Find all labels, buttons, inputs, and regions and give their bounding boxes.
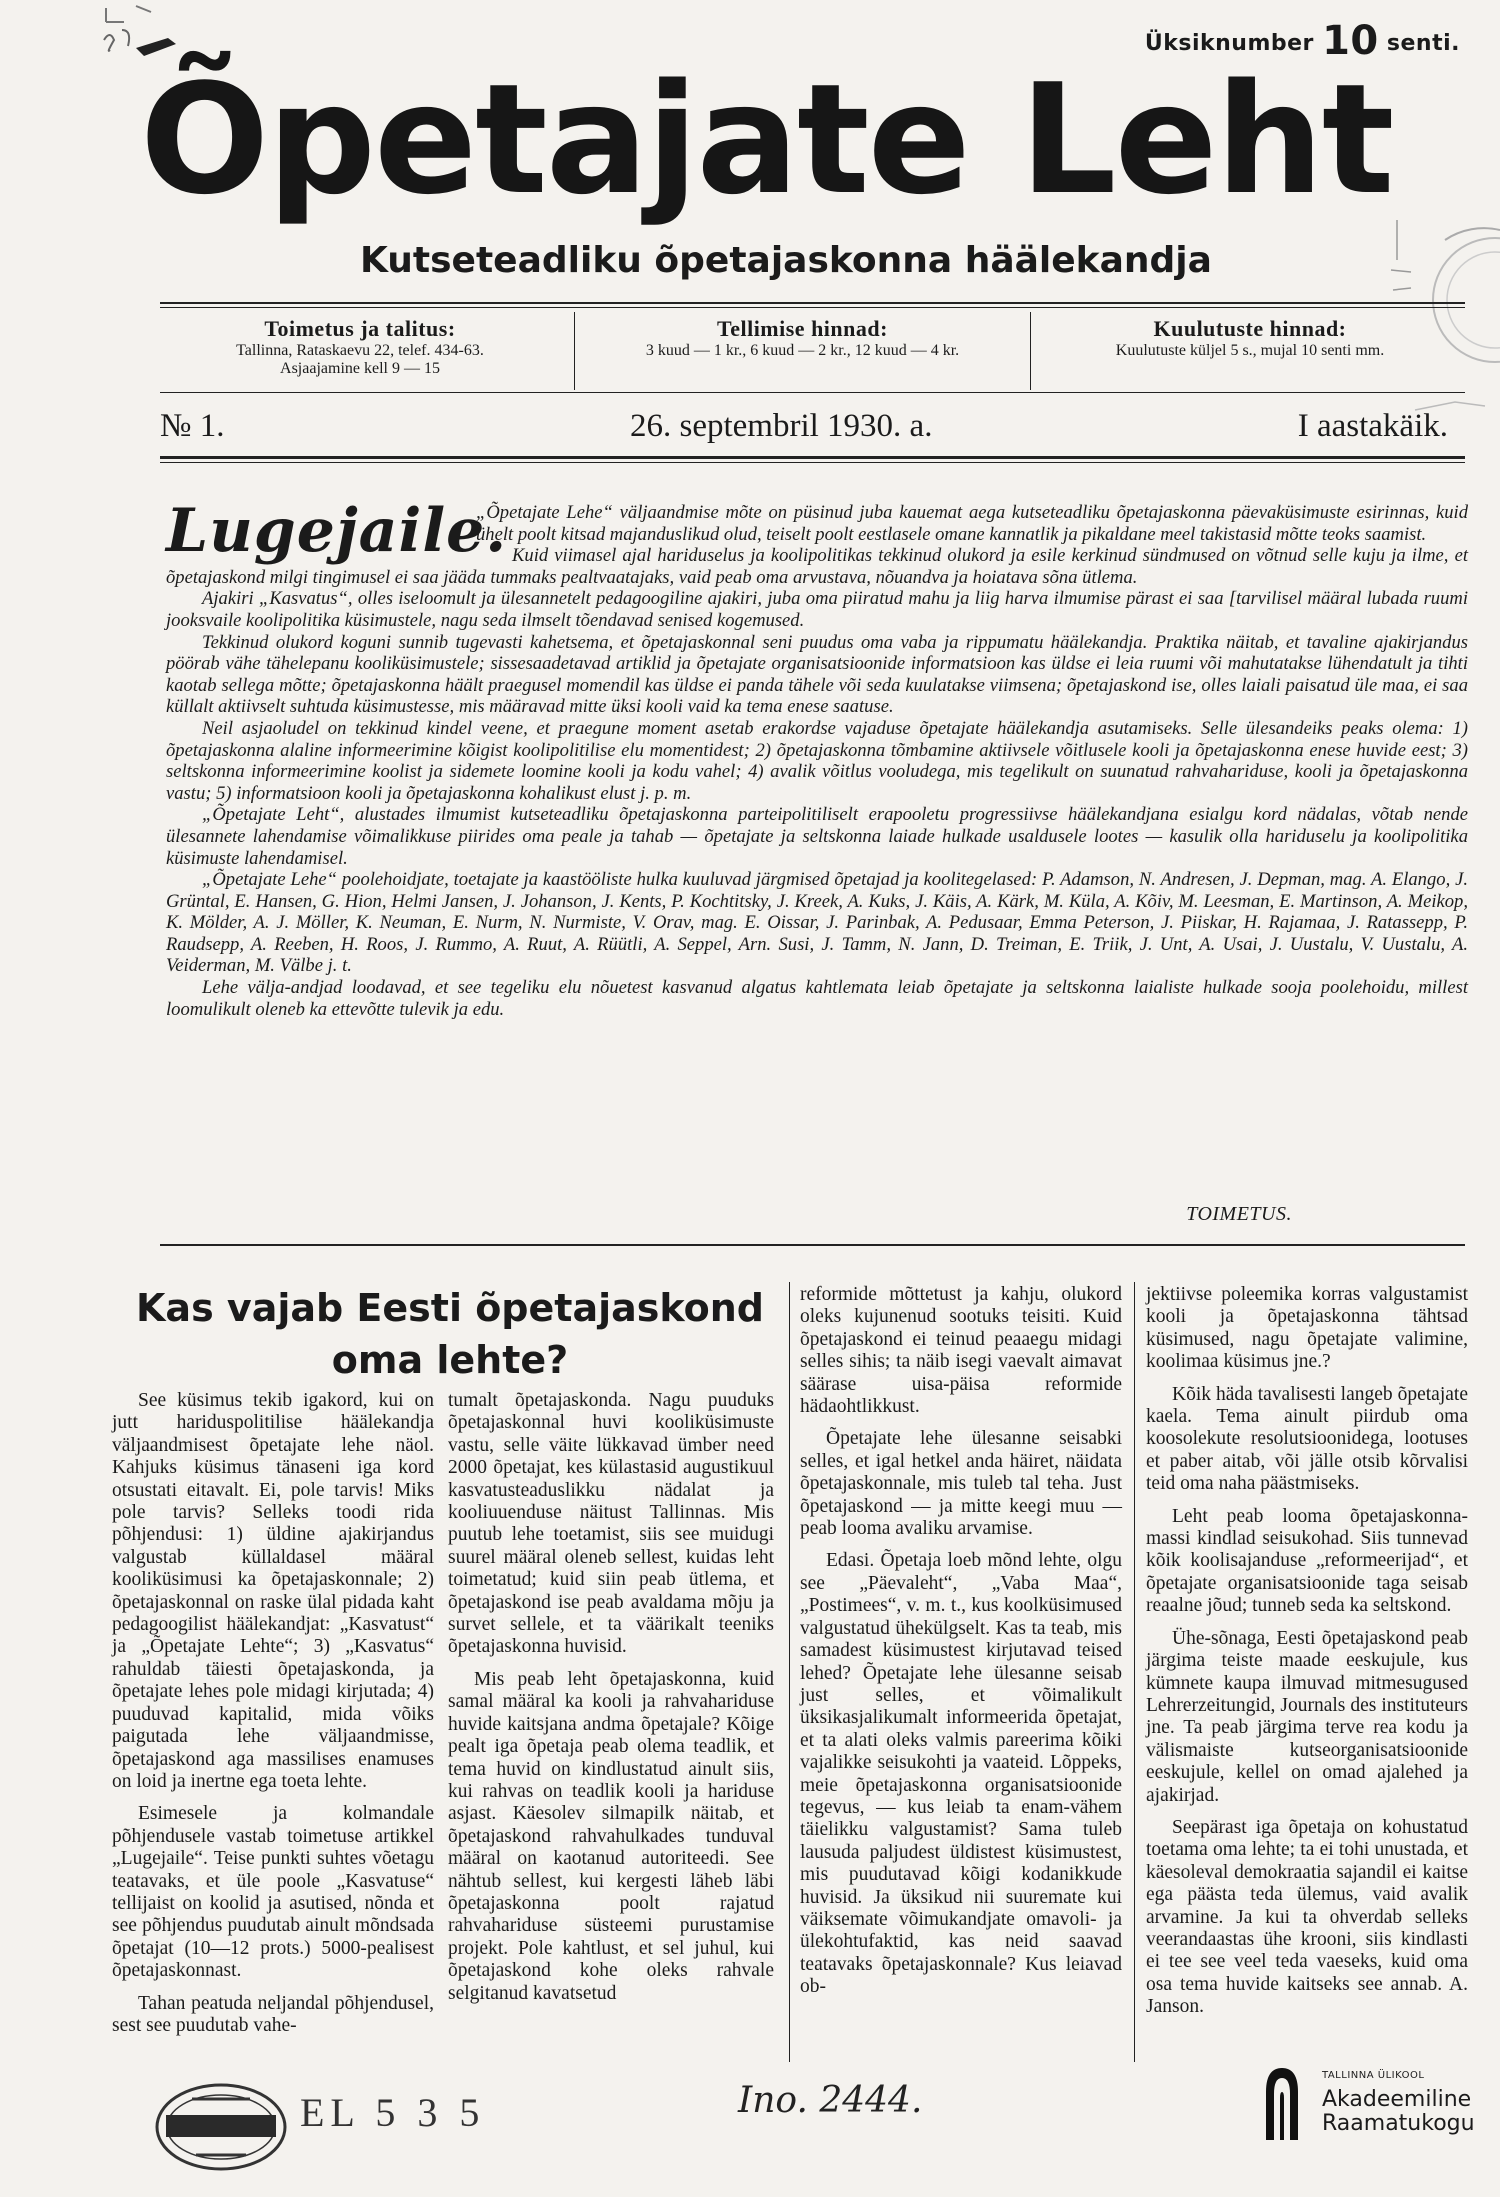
- inventory-number: Ino. 2444.: [738, 2080, 923, 2121]
- header-rule-top: [160, 302, 1465, 304]
- issue-number: № 1.: [160, 408, 225, 444]
- article-author: A. Janson.: [1146, 1973, 1468, 2018]
- article-paragraph: Edasi. Õpetaja loeb mõnd lehte, olgu see „Päevaleht“, „Vaba Maa“, „Postimees“, v. m. t., kus koolküsimused valgustatud ühekülgselt. Kas ta teab, mis samadest küsimustest kirjutavad teised lehed? Õpetajate lehe ülesanne seisab just selles, et võimalikult üksikasjalikumalt informeerida õpetajat, et ta alati oleks valmis pareerima kõiki vajalikke seisukohti ja vaateid. Lõppeks, meie õpetajaskonna organisatsioonide tegevus, — kus leiab ta enam-vähem täielikku valgustamist? Sama tuleb lausuda paljudest üldistest küsimustest, mis puudutavad kõigi kodanikkude huvisid. Ja üksikud nii suuremate kui väiksemate võimukandjate omavoli- ja ülekohtufaktid, kas neid saavad teatavaks õpetajaskonnale? Kus leiavad ob-: [800, 1550, 1122, 1998]
- library-name-line1: Akadeemiline: [1322, 2087, 1472, 2112]
- editorial-paragraph: „Õpetajate Leht“, alustades ilmumist kutseteadliku õpetajaskonna parteipolitiliselt erapooletu progressiivse häälekandjana esialgu kord nädalas, võtab nende ülesannete lahendamise võimalikkuse piirides oma peale ja tahab — õpetajate ja seltskonna laiade hulkade usaldusele lootes — kasulik olla hariduselu ja koolipolitika küsimuste lahendamisel.: [166, 804, 1468, 869]
- editorial-paragraph: Ajakiri „Kasvatus“, olles iseloomult ja ülesannetelt pedagoogiline ajakiri, juba oma piiratud mahu ja liig harva ilmumise pärast ei saa [tarvilisel määral lubada ruumi jooksvaile koolipolitika küsimustele, nagu seda ilmselt tõendavad senised kogemused.: [166, 588, 1468, 631]
- article-paragraph: Ühe-sõnaga, Eesti õpetajaskond peab järgima teiste maade eeskujule, kus kümnete kaupa ilmuvad mitmesugused Lehrerzeitungid, Journals des instituteurs jne. Ta peab järgima terve rea kodu ja välismaiste kutseorganisatsioonide eeskujule, kellel on omad ajalehed ja ajakirjad.: [1146, 1627, 1468, 1806]
- article-paragraph: jektiivse poleemika korras valgustamist kooli ja õpetajaskonna tähtsad küsimused, nagu õpetajate valimine, koolimaa küsimus jne.?: [1146, 1284, 1468, 1373]
- ads-info: [1036, 316, 1464, 360]
- article-column-4: [1146, 1284, 1468, 2029]
- article-paragraph: Kõik häda tavalisesti langeb õpetajate kaela. Tema ainult piirdub oma koosolekute resolutsioonidega, lootuses et paber aitab, või jälle otsib kõrvalisi teid oma naha päästmiseks.: [1146, 1383, 1468, 1495]
- subscription-info: [580, 316, 1025, 360]
- library-name-line2: Raamatukogu: [1322, 2111, 1475, 2136]
- article-paragraph: Tahan peatuda neljandal põhjendusel, sest see puudutab vahe-: [112, 1992, 434, 2036]
- editorial-body: [166, 502, 1468, 1020]
- ads-title: Kuulutuste hinnad:: [1153, 316, 1347, 341]
- info-divider-1: [574, 312, 575, 390]
- article-column-3: [800, 1284, 1122, 2009]
- library-name: [1322, 2088, 1475, 2136]
- subscription-title: Tellimise hinnad:: [717, 316, 888, 341]
- issue-rule: [160, 456, 1465, 459]
- article-paragraph: Esimesele ja kolmandale põhjendusele vastab toimetuse artikkel „Lugejaile“. Teise punkti suhtes võetagu teatavaks, et üle poole „Kasvatuse“ tellijaist on koolid ja asutised, nõnda et see põhjendus puudutab ainult mõndsada õpetajat (10—12 prots.) 5000-pealisest õpetajaskonnast.: [112, 1803, 434, 1982]
- article-paragraph: Leht peab looma õpetajaskonna-massi kindlad seisukohad. Siis tunnevad kõik koolisajanduse „reformeerijad“, et õpetajate organisatsioonide taga seisab reaalne jõud; tunneb seda ka seltskond.: [1146, 1505, 1468, 1617]
- article-paragraph: tumalt õpetajaskonda. Nagu puuduks õpetajaskonnal huvi kooliküsimuste vastu, selle väite lükkavad ümber need 2000 õpetajat, kes külastasid augustikuul kasvatusteaduslikku nädalat ja kooliuuenduse näitust Tallinnas. Mis puutub lehe toetamist, siis see muidugi suurel määral oleneb sellest, kuidas leht toimetatud; kuid siin peab ütlema, et õpetajaskond ise peab avaldama mõju ja survet sellele, et ta väärikalt teeniks õpetajaskonna huvisid.: [448, 1390, 774, 1658]
- office-title: Toimetus ja talitus:: [264, 316, 456, 341]
- price-number: 10: [1322, 18, 1379, 64]
- column-divider: [1134, 1282, 1135, 2062]
- editorial-heading: Lugejaile.: [166, 496, 508, 566]
- article-paragraph: reformide mõttetust ja kahju, olukord oleks kujunenud sootuks teisiti. Kuid õpetajaskond ei teinud peaaegu midagi selles sihis; ta näib isegi vaevalt aimavat säärase uisa-päisa reformide hädaohtlikkust.: [800, 1284, 1122, 1418]
- editorial-paragraph: Kuid viimasel ajal hariduselus ja koolipolitikas tekkinud olukord ja esile kerkinud sündmused on võtnud selle kuju ja ilme, et õpetajaskond milgi tingimusel ei saa jääda tummaks pealtvaatajaks, vaid peab oma arvustava, nõuandva ja hoiatava sõna ütlema.: [166, 545, 1468, 588]
- column-divider: [789, 1282, 790, 2062]
- library-logo-icon: [1262, 2062, 1302, 2142]
- info-divider-2: [1030, 312, 1031, 390]
- issue-rule-thin: [160, 462, 1465, 463]
- editorial-paragraph: Neil asjaoludel on tekkinud kindel veene, et praegune moment asetab erakordse vajaduse õpetajate häälekandja asutamiseks. Selle ülesandeiks peaks olema: 1) õpetajaskonna alaline informeerimine kõigist koolipolitilise elu momentidest; 2) õpetajaskonna tõmbamine aktiivsele võitlusele kooli ja õpetajaskonna enese huvide eest; 3) seltskonna informeerimine koolist ja sidemete loomine kooli ja kodu vahel; 4) avalik võitlus vooludega, mis tegelikult on suunatud rahvahariduse, kooli ja õpetajaskonna vastu; 5) informatsioon kooli ja õpetajaskonna kohalikust elust j. p. m.: [166, 717, 1468, 804]
- office-hours: Asjaajamine kell 9 — 15: [280, 360, 440, 377]
- newspaper-subtitle: Kutseteadliku õpetajaskonna häälekandja: [360, 240, 1212, 281]
- library-seal-stamp: [152, 2079, 290, 2175]
- article-title-line2: oma lehte?: [331, 1338, 569, 1382]
- editorial-bottom-rule: [160, 1244, 1465, 1246]
- ads-prices: Kuulutuste küljel 5 s., mujal 10 senti mm.: [1115, 342, 1385, 359]
- office-address: Tallinna, Rataskaevu 22, telef. 434-63.: [236, 342, 484, 359]
- article-paragraph: [1146, 1817, 1468, 2019]
- article-paragraph: See küsimus tekib igakord, kui on jutt hariduspolitilise häälekandja väljaandmisest õpetajate lehe näol. Kahjuks küsimus tänaseni iga kord otsustati eitavalt. Ei, pole tarvis! Miks pole tarvis? Selleks toodi rida põhjendusi: 1) üldine ajakirjandus valgustab küllaldasel määral kooliküsimusi ka õpetajaskonnale; 2) õpetajaskonnal on raske ülal pidada kaht pedagoogilist häälekandjat: „Kasvatust“ ja „Õpetajate Lehte“; 3) „Kasvatus“ rahuldab täiesti õpetajaskonda, ja õpetajate lehes pole midagi kirjutada; 4) puuduvad kapitalid, mida võiks paigutada lehe väljaandmisse, õpetajaskond aga massilises enamuses on loid ja inertne ega toeta lehte.: [112, 1390, 434, 1792]
- article-paragraph-text: Seepärast iga õpetaja on kohustatud toetama oma lehte; ta ei tohi unustada, et käesoleval demokraatia sajandil ei kaitse ega päästa teda ülemus, vaid avalik arvamine. Ja kui ta ohverdab selleks veerandaastas ühe krooni, siis kindlasti ei tee see veel teda vaeseks, kuid oma osa tema huvide kaitseks see annab.: [1146, 1816, 1468, 1995]
- office-info: [160, 316, 560, 378]
- shelf-mark: EL 5 3 5: [300, 2090, 486, 2135]
- editorial-signature: TOIMETUS.: [1186, 1203, 1292, 1225]
- article-title: [130, 1282, 770, 1386]
- info-rule-bottom: [160, 392, 1465, 393]
- subscription-prices: 3 kuud — 1 kr., 6 kuud — 2 kr., 12 kuud — 4 kr.: [645, 342, 960, 359]
- editorial-paragraph: Lehe välja-andjad loodavad, et see tegeliku elu nõuetest kasvanud algatus kahtlemata leiab õpetajate ja seltskonna laialiste hulkade sooja poolehoidu, millest loomulikult oleneb ka ettevõtte tulevik ja edu.: [166, 977, 1468, 1020]
- header-rule-top-thin: [160, 307, 1465, 308]
- editorial-paragraph: „Õpetajate Lehe“ väljaandmise mõte on püsinud juba kauemat aega kutseteadliku õpetajaskonna päevaküsimuste esirinnas, kuid ühelt poolt kitsad majanduslikud olud, teiselt poolt eestlasele omane kannatlik ja pikaldane meel takistasid mõtte teoks saamist.: [476, 502, 1468, 545]
- issue-date: 26. septembril 1930. a.: [630, 408, 933, 444]
- article-paragraph: Õpetajate lehe ülesanne seisabki selles, et igal hetkel anda häiret, näidata õpetajaskonnale, mis tuleb tal teha. Just õpetajaskond — ja mitte keegi muu — peab looma avaliku arvamise.: [800, 1428, 1122, 1540]
- article-title-line1: Kas vajab Eesti õpetajaskond: [135, 1286, 764, 1330]
- editorial-paragraph: „Õpetajate Lehe“ poolehoidjate, toetajate ja kaastööliste hulka kuuluvad järgmised õpetajad ja koolitegelased: P. Adamson, N. Andresen, J. Depman, mag. A. Elango, J. Grüntal, E. Hansen, G. Hion, Helmi Jansen, J. Johanson, J. Kents, P. Kochtitsky, J. Kreek, A. Kuks, J. Käis, A. Kärk, M. Küla, A. Kõiv, M. Leesman, E. Martinson, A. Meikop, K. Mölder, A. J. Möller, K. Neuman, E. Nurm, N. Nurmiste, V. Orav, mag. E. Oissar, J. Parinbak, A. Pedusaar, Emma Peterson, J. Piiskar, H. Rajamaa, J. Ratassepp, P. Raudsepp, A. Reeben, H. Roos, J. Rummo, A. Ruut, A. Rüütli, A. Seppel, Arn. Susi, J. Tamm, N. Jann, D. Treiman, E. Triik, J. Unt, A. Usai, J. Uustalu, V. Uustalu, A. Veiderman, M. Välbe j. t.: [166, 869, 1468, 977]
- price-suffix: senti.: [1386, 31, 1460, 56]
- article-paragraph: Mis peab leht õpetajaskonna, kuid samal määral ka kooli ja rahvahariduse huvide kaitsjana andma õpetajale? Kõige pealt iga õpetaja peab olema teadlik, et tema huvid on kindlustatud ainult siis, kui rahvas on teadlik kooli ja hariduse asjast. Käesolev silmapilk näitab, et õpetajaskond rahvahulkades tunduval määral on kaotanud autoriteedi. See nähtub sellest, kui kergesti läheb läbi õpetajaskonna poolt rajatud rahvahariduse süsteemi purustamise projekt. Pole kahtlust, et sel juhul, kui õpetajaskond kohe oleks rahvale selgitanud kavatsetud: [448, 1668, 774, 2004]
- issue-volume: I aastakäik.: [1297, 408, 1448, 444]
- article-column-1: [112, 1390, 434, 2047]
- library-university: TALLINNA ÜLIKOOL: [1322, 2070, 1425, 2081]
- price-prefix: Üksiknumber: [1144, 31, 1314, 56]
- issue-line: [160, 408, 1460, 448]
- newspaper-title: Õpetajate Leht: [140, 51, 1393, 228]
- article-column-2: [448, 1390, 774, 2015]
- editorial-paragraph: Tekkinud olukord koguni sunnib tugevasti kahetsema, et õpetajaskonnal seni puudus oma vaba ja rippumatu häälekandja. Praktika näitab, et tavaline ajakirjandus pöörab vähe tähelepanu kooliküsimustele; sissesaadetavad artiklid ja õpetajate organisatsioonide informatsioon kas üldse ei leia ruumi või mahutatakse lühendatult ja tihti kaotab sellega mõtte; õpetajaskonna häält praegusel momendil kas üldse ei panda tähele või seda kuulatakse viimsena; õpetajaskond ise, olles laiali paisatud üle maa, ei saa küllalt aktiivselt suhtuda küsimustesse, mis määravad mitte üksi kooli vaid ka tema enese saatuse.: [166, 631, 1468, 718]
